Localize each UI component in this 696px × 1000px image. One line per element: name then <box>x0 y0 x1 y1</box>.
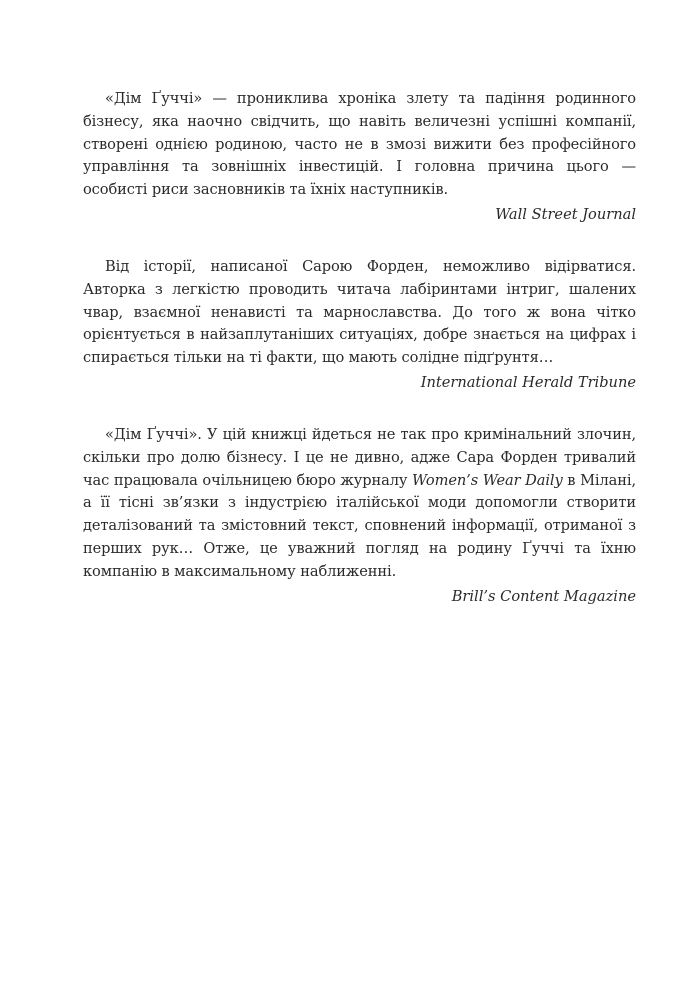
review-text <box>83 424 636 584</box>
review-source: International Herald Tribune <box>420 373 636 391</box>
review-wsj <box>83 88 636 226</box>
review-text-before: «Дім Ґуччі». У цій книжці йдеться не так про кримінальний злочин, скільки про долю бізнесу. І це не дивно, адже Сара Форден тривалий час працювала очільницею бюро журналу <box>83 425 636 489</box>
review-source: Brill’s Content Magazine <box>451 587 636 605</box>
book-page <box>83 88 636 638</box>
review-source: Wall Street Journal <box>495 205 636 223</box>
review-iht <box>83 256 636 394</box>
magazine-title: Women’s Wear Daily <box>412 471 563 489</box>
review-brills <box>83 424 636 608</box>
review-text: «Дім Ґуччі» — прониклива хроніка злету та падіння родинного бізнесу, яка наочно свідчить, що навіть величезні успішні компанії, створені однією родиною, часто не в змозі вижити без професійного управління та зовнішніх інвестицій. І головна причина цього — особисті риси засновників та їхніх наступників. <box>83 90 636 199</box>
review-text-after: в Мілані, а її тісні зв’язки з індустрією італійської моди допомогли створити деталізований та змістовний текст, сповнений інформації, отриманої з перших рук… Отже, це уважний погляд на родину Ґуччі та їхню компанію в максимальному наближенні. <box>83 471 636 580</box>
review-text: Від історії, написаної Сарою Форден, неможливо відірватися. Авторка з легкістю проводить читача лабіринтами інтриг, шалених чвар, взаємної ненависті та марнославства. До того ж вона чітко орієнтується в найзаплутаніших ситуаціях, добре знається на цифрах і спирається тільки на ті факти, що мають солідне підґрунтя… <box>83 257 636 367</box>
